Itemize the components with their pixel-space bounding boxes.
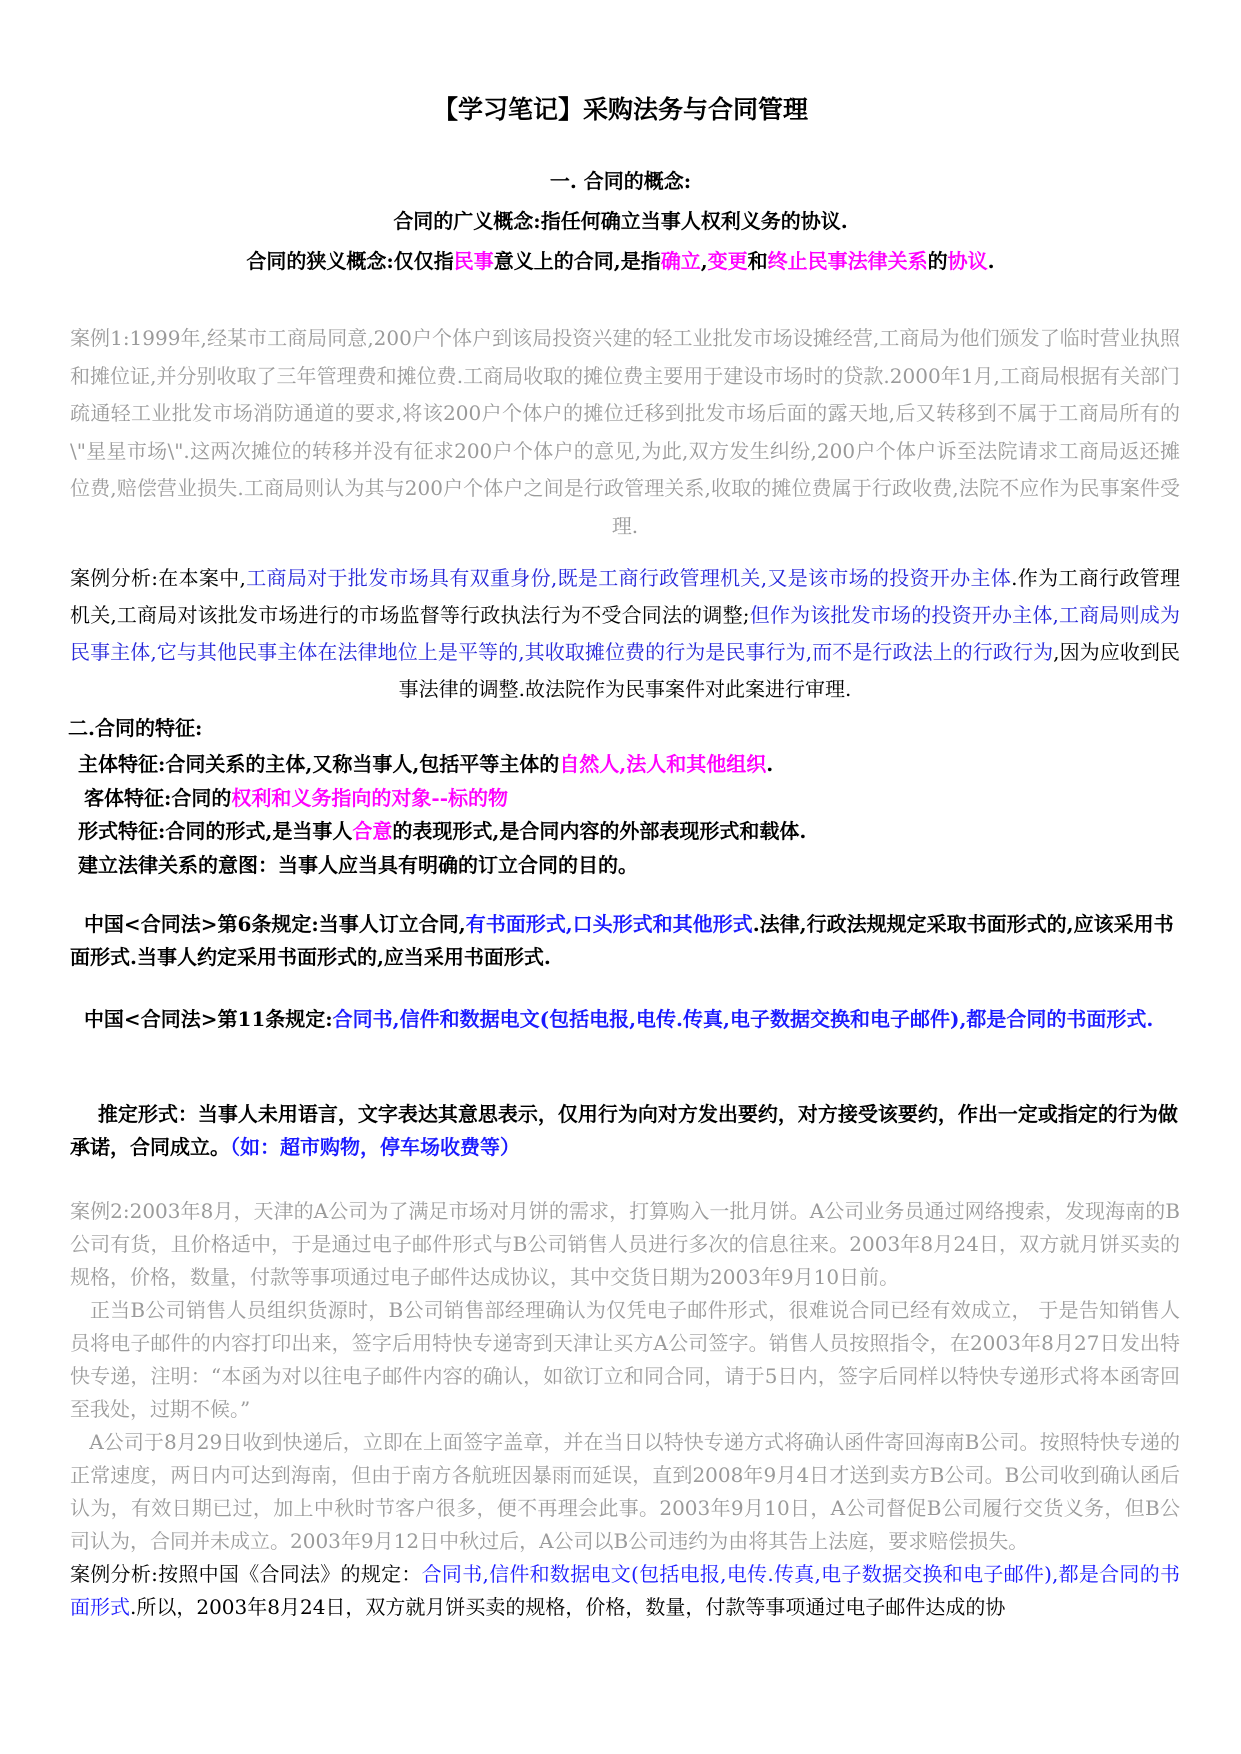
case2-paragraph-1: 案例2:2003年8月，天津的A公司为了满足市场对月饼的需求，打算购入一批月饼。A公司业务员通过网络搜索，发现海南的B公司有货，且价格适中，于是通过电子邮件形式与B公司销售人员进行多次的信息往来。2003年8月24日，双方就月饼买卖的规格，价格，数量，付款等事项通过电子邮件达成协议，其中交货日期为2003年9月10日前。 [70, 1199, 1180, 1289]
section2-heading: 二.合同的特征: [68, 716, 203, 740]
case2-analysis: 案例分析:按照中国《合同法》的规定：合同书,信件和数据电文(包括电报,电传.传真,电子数据交换和电子邮件),都是合同的书面形式.所以，2003年8月24日，双方就月饼买卖的规格，价格，数量，付款等事项通过电子邮件达成的协 [70, 1562, 1180, 1619]
narrow-definition: 合同的狭义概念:仅仅指民事意义上的合同,是指确立,变更和终止民事法律关系的协议. [246, 249, 995, 273]
case2-paragraph-3: A公司于8月29日收到快递后，立即在上面签字盖章，并在当日以特快专递方式将确认函件寄回海南B公司。按照特快专递的正常速度，两日内可达到海南，但由于南方各航班因暴雨而延误，直到2008年9月4日才送到卖方B公司。B公司收到确认函后认为，有效日期已过，加上中秋时节客户很多，便不再理会此事。2003年9月10日，A公司督促B公司履行交货义务，但B公司认为，合同并未成立。2003年9月12日中秋过后，A公司以B公司违约为由将其告上法庭，要求赔偿损失。 [70, 1430, 1180, 1553]
law-article-6: 中国<合同法>第6条规定:当事人订立合同,有书面形式,口头形式和其他形式.法律,行政法规规定采取书面形式的,应该采用书面形式.当事人约定采用书面形式的,应当采用书面形式. [70, 912, 1174, 969]
broad-definition: 合同的广义概念:指任何确立当事人权利义务的协议. [393, 209, 848, 233]
intent-feature: 建立法律关系的意图：当事人应当具有明确的订立合同的目的。 [78, 853, 638, 877]
section1-heading: 一. 合同的概念: [549, 169, 692, 193]
form-feature: 形式特征:合同的形式,是当事人合意的表现形式,是合同内容的外部表现形式和载体. [78, 819, 807, 843]
case2-block [70, 1195, 1180, 1624]
law-article-11: 中国<合同法>第11条规定:合同书,信件和数据电文(包括电报,电传.传真,电子数据交换和电子邮件),都是合同的书面形式. [83, 1007, 1154, 1031]
object-feature: 客体特征:合同的权利和义务指向的对象--标的物 [84, 786, 508, 810]
case2-paragraph-2: 正当B公司销售人员组织货源时，B公司销售部经理确认为仅凭电子邮件形式，很难说合同已经有效成立， 于是告知销售人员将电子邮件的内容打印出来，签字后用特快专递寄到天津让买方A公司签字。销售人员按照指令，在2003年8月27日发出特快专递，注明：“本函为对以往电子邮件内容的确认，如欲订立和同合同，请于5日内，签字后同样以特快专递形式将本函寄回至我处，过期不候。” [70, 1298, 1180, 1421]
case1-analysis: 案例分析:在本案中,工商局对于批发市场具有双重身份,既是工商行政管理机关,又是该市场的投资开办主体.作为工商行政管理机关,工商局对该批发市场进行的市场监督等行政执法行为不受合同法的调整;但作为该批发市场的投资开办主体,工商局则成为民事主体,它与其他民事主体在法律地位上是平等的,其收取摊位费的行为是民事行为,而不是行政法上的行政行为,因为应收到民事法律的调整.故法院作为民事案件对此案进行审理. [70, 566, 1180, 701]
subject-feature: 主体特征:合同关系的主体,又称当事人,包括平等主体的自然人,法人和其他组织. [78, 752, 774, 776]
case1-text: 案例1:1999年,经某市工商局同意,200户个体户到该局投资兴建的轻工业批发市场设摊经营,工商局为他们颁发了临时营业执照和摊位证,并分别收取了三年管理费和摊位费.工商局收取的摊位费主要用于建设市场时的贷款.2000年1月,工商局根据有关部门疏通轻工业批发市场消防通道的要求,将该200户个体户的摊位迁移到批发市场后面的露天地,后又转移到不属于工商局所有的\"星星市场\".这两次摊位的转移并没有征求200户个体户的意见,为此,双方发生纠纷,200户个体户诉至法院请求工商局返还摊位费,赔偿营业损失.工商局则认为其与200户个体户之间是行政管理关系,收取的摊位费属于行政收费,法院不应作为民事案件受理. [70, 326, 1180, 538]
page-title: 【学习笔记】采购法务与合同管理 [432, 95, 808, 124]
presumed-form: 推定形式：当事人未用语言，文字表达其意思表示，仅用行为向对方发出要约，对方接受该要约，作出一定或指定的行为做承诺，合同成立。（如：超市购物，停车场收费等） [70, 1102, 1178, 1159]
